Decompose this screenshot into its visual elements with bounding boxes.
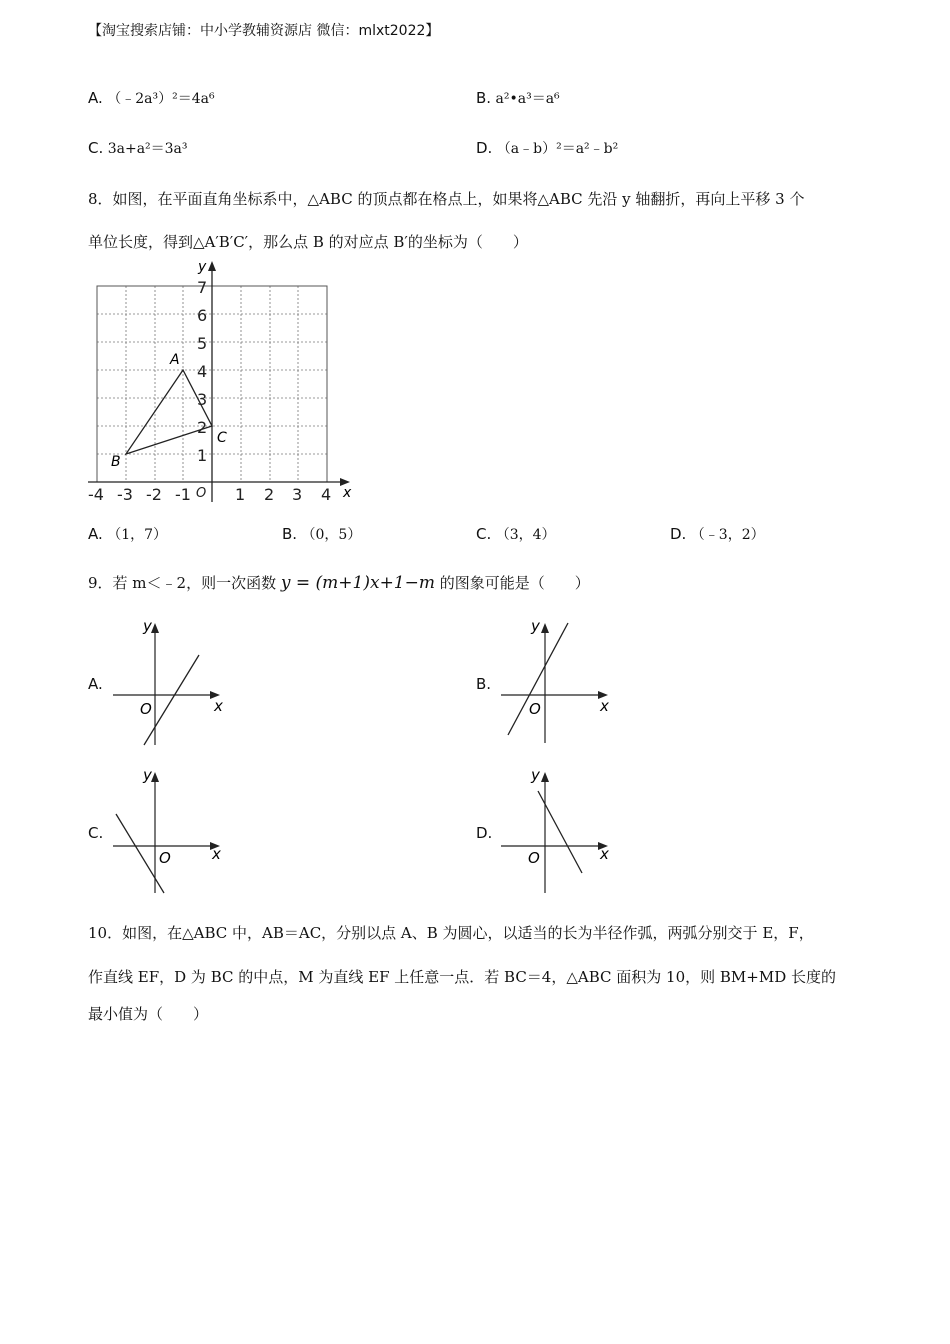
q7-option-c [88,138,188,158]
option-label: B. [282,525,298,543]
y-tick: 2 [197,418,208,437]
triangle-abc [126,370,212,454]
point-label-c: C [217,430,227,446]
y-axis-label: y [531,617,540,635]
x-axis-label: x [214,697,223,715]
q7-option-a [88,88,215,108]
option-label: C. [88,139,104,157]
x-tick: -3 [117,485,133,504]
q10-stem-line2: 作直线 EF，D 为 BC 的中点，M 为直线 EF 上任意一点．若 BC＝4，△ABC 面积为 10，则 BM+MD 长度的 [88,968,836,986]
origin-label: O [196,486,207,501]
q8-option-a [88,524,167,544]
q8-option-c [476,524,556,544]
function-line [508,623,568,735]
function-line [144,655,199,745]
option-label: C. [476,525,492,543]
option-text: （a﹣b）²＝a²﹣b² [496,141,619,157]
page-header: 【淘宝搜索店铺：中小学教辅资源店 微信：mlxt2022】 [88,23,440,39]
q9-formula: y = (m+1)x+1−m [280,573,435,593]
point-label-a: A [170,352,180,368]
q8-option-b [282,524,361,544]
origin-label: O [529,700,541,718]
y-tick: 7 [197,278,208,297]
x-tick: 4 [321,485,332,504]
x-axis-label: x [600,845,609,863]
q9-graph-d-label: D. [476,824,493,842]
q9-graph-a [108,615,238,750]
option-text: （﹣2a³）²＝4a⁶ [107,91,215,107]
option-text: （3，4） [495,527,556,543]
q9-graph-c-label: C. [88,824,104,842]
x-tick: 3 [292,485,303,504]
y-axis-label: y [143,766,152,784]
option-label: B. [476,89,492,107]
y-tick: 5 [197,334,208,353]
y-tick: 1 [197,446,208,465]
y-axis-label: y [198,259,207,275]
x-tick: -2 [146,485,162,504]
option-label: D. [476,139,493,157]
q8-coordinate-figure [84,256,364,506]
x-tick: 1 [235,485,246,504]
option-text: 3a+a²＝3a³ [107,141,188,157]
q10-stem-line3: 最小值为（ ） [88,1005,209,1023]
q9-stem-post: 的图象可能是（ ） [439,574,590,592]
x-axis-label: x [343,485,352,501]
q9-graph-d [496,763,626,898]
y-tick: 6 [197,306,208,325]
y-axis-label: y [143,617,152,635]
q8-stem-line2: 单位长度，得到△A′B′C′，那么点 B 的对应点 B′的坐标为（ ） [88,233,528,251]
y-tick: 4 [197,362,208,381]
option-text: （1，7） [107,527,168,543]
y-axis-label: y [531,766,540,784]
q9-stem-pre: 9．若 m＜﹣2，则一次函数 [88,574,277,592]
option-text: （﹣3，2） [690,527,765,543]
x-tick: -4 [88,485,104,504]
q9-graph-b-label: B. [476,675,492,693]
q8-stem-line1: 8．如图，在平面直角坐标系中，△ABC 的顶点都在格点上，如果将△ABC 先沿 y 轴翻折，再向上平移 3 个 [88,190,805,208]
q7-option-b [476,88,560,108]
origin-label: O [140,700,152,718]
option-text: （0，5） [301,527,362,543]
x-axis-label: x [212,845,221,863]
q8-option-d [670,524,765,544]
q9-graph-c [108,763,238,898]
origin-label: O [528,849,540,867]
x-tick: 2 [264,485,275,504]
point-label-b: B [111,454,121,470]
option-label: A. [88,89,103,107]
q10-stem-line1: 10．如图，在△ABC 中，AB＝AC，分别以点 A、B 为圆心，以适当的长为半径作弧，两弧分别交于 E，F， [88,924,814,942]
q9-stem [88,572,590,593]
option-label: D. [670,525,687,543]
x-tick: -1 [175,485,191,504]
option-text: a²•a³＝a⁶ [495,91,560,107]
function-line [116,814,164,893]
q7-option-d [476,138,618,158]
option-label: A. [88,525,103,543]
y-tick: 3 [197,390,208,409]
origin-label: O [159,849,171,867]
x-axis-label: x [600,697,609,715]
q9-graph-a-label: A. [88,675,103,693]
q9-graph-b [496,615,626,750]
